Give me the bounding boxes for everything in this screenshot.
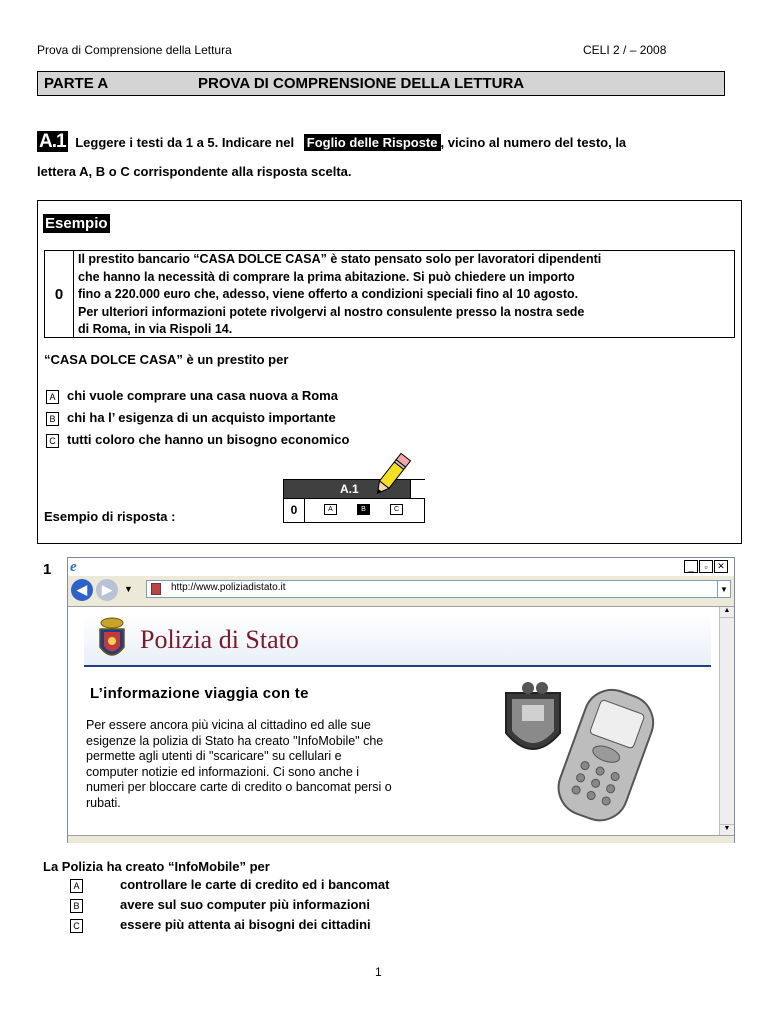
browser-titlebar [68, 558, 734, 576]
minimize-button[interactable]: _ [684, 560, 698, 573]
example-text-table [44, 250, 735, 338]
example-text-line: che hanno la necessità di comprare la prima abitazione. Si può chiedere un importo [78, 269, 575, 284]
option-letter: B [70, 899, 83, 913]
option-b[interactable] [46, 410, 336, 426]
option-a[interactable] [46, 388, 338, 404]
option-c[interactable] [46, 432, 349, 448]
option-letter: A [46, 390, 59, 404]
answer-letter-a: A [324, 504, 337, 515]
article-line: esigenze la polizia di Stato ha creato "InfoMobile" che [86, 733, 384, 748]
example-text-line: fino a 220.000 euro che, adesso, viene offerto a condizioni speciali fino al 10 agosto. [78, 287, 579, 301]
ie-logo-icon: e [70, 559, 77, 575]
address-url: http://www.poliziadistato.it [171, 582, 286, 593]
section-title: PROVA DI COMPRENSIONE DELLA LETTURA [198, 75, 525, 92]
example-text-line: Il prestito bancario “CASA DOLCE CASA” è stato pensato solo per lavoratori dipendenti [78, 252, 602, 266]
article-line: rubati. [86, 795, 121, 810]
answer-letter-c: C [390, 504, 403, 515]
option-letter: C [70, 919, 83, 933]
article-line: numeri per bloccare carte di credito o bancomat persi o [86, 780, 392, 794]
option-letter: C [46, 434, 59, 448]
header-right: CELI 2 / – 2008 [583, 43, 667, 57]
browser-content [68, 607, 734, 835]
example-number: 0 [45, 251, 74, 337]
page-favicon-icon [151, 583, 161, 595]
article-line: permette agli utenti di "scaricare" su cellulari e [86, 749, 342, 763]
option-text: chi ha l’ esigenza di un acquisto importante [67, 410, 336, 425]
answer-label: Esempio di risposta : [44, 509, 176, 524]
article-line: computer notizie ed informazioni. Ci sono anche i [86, 764, 360, 779]
answer-sheet-highlight: Foglio delle Risposte [304, 134, 441, 151]
section-label: PARTE A [44, 75, 109, 92]
option-text: essere più attenta ai bisogni dei cittadini [120, 917, 371, 932]
example-text-line: Per ulteriori informazioni potete rivolgervi al nostro consulente presso la nostra sede [78, 304, 585, 319]
address-bar[interactable] [146, 580, 731, 598]
example-heading: Esempio [45, 215, 108, 232]
article-line: Per essere ancora più vicina al cittadino ed alle sue [86, 718, 371, 732]
instructions-line2: lettera A, B o C corrispondente alla risposta scelta. [37, 164, 352, 179]
example-text [78, 251, 728, 339]
option-letter: A [70, 879, 83, 893]
back-arrow-icon[interactable]: ◀ [71, 579, 93, 601]
status-bar [68, 835, 734, 843]
scroll-up-icon[interactable]: ▲ [720, 607, 734, 618]
answer-table-header-label: A.1 [340, 482, 359, 496]
site-banner [84, 615, 711, 667]
article-headline: L’informazione viaggia con te [90, 685, 309, 702]
phone-and-shield-image [498, 673, 678, 823]
option-text: chi vuole comprare una casa nuova a Roma [67, 388, 338, 403]
example-question: “CASA DOLCE CASA” è un prestito per [44, 352, 289, 367]
vertical-scrollbar[interactable] [719, 607, 734, 835]
instructions-line1-b: , vicino al numero del testo, la [440, 135, 627, 150]
close-button[interactable]: ✕ [714, 560, 728, 573]
q1-option-b[interactable] [70, 897, 370, 913]
pencil-icon [368, 450, 414, 502]
maximize-button[interactable]: ▫ [699, 560, 713, 573]
site-title: Polizia di Stato [140, 625, 299, 654]
browser-toolbar [68, 576, 734, 607]
option-text: tutti coloro che hanno un bisogno economico [67, 432, 350, 447]
police-emblem-icon [96, 617, 128, 665]
answer-letter-b-selected: B [357, 504, 370, 515]
page-number: 1 [375, 965, 382, 979]
forward-arrow-icon[interactable]: ▶ [96, 579, 118, 601]
header-left: Prova di Comprensione della Lettura [37, 43, 232, 57]
question-1: La Polizia ha creato “InfoMobile” per [43, 859, 270, 874]
option-letter: B [46, 412, 59, 426]
browser-window [67, 557, 735, 843]
section-banner [37, 71, 725, 96]
q1-option-a[interactable] [70, 877, 389, 893]
text-number: 1 [43, 561, 52, 578]
task-tag: A.1 [39, 131, 66, 152]
address-dropdown-icon[interactable]: ▼ [717, 581, 730, 597]
history-dropdown-icon[interactable]: ▼ [124, 584, 133, 594]
option-text: controllare le carte di credito ed i bancomat [120, 877, 390, 892]
option-text: avere sul suo computer più informazioni [120, 897, 370, 912]
instructions [37, 131, 626, 153]
example-text-line: di Roma, in via Rispoli 14. [78, 322, 233, 336]
instructions-line1-a: Leggere i testi da 1 a 5. Indicare nel [75, 135, 295, 150]
article-body [86, 718, 429, 811]
q1-option-c[interactable] [70, 917, 371, 933]
answer-row-number: 0 [284, 498, 305, 522]
scroll-down-icon[interactable]: ▼ [720, 824, 734, 835]
